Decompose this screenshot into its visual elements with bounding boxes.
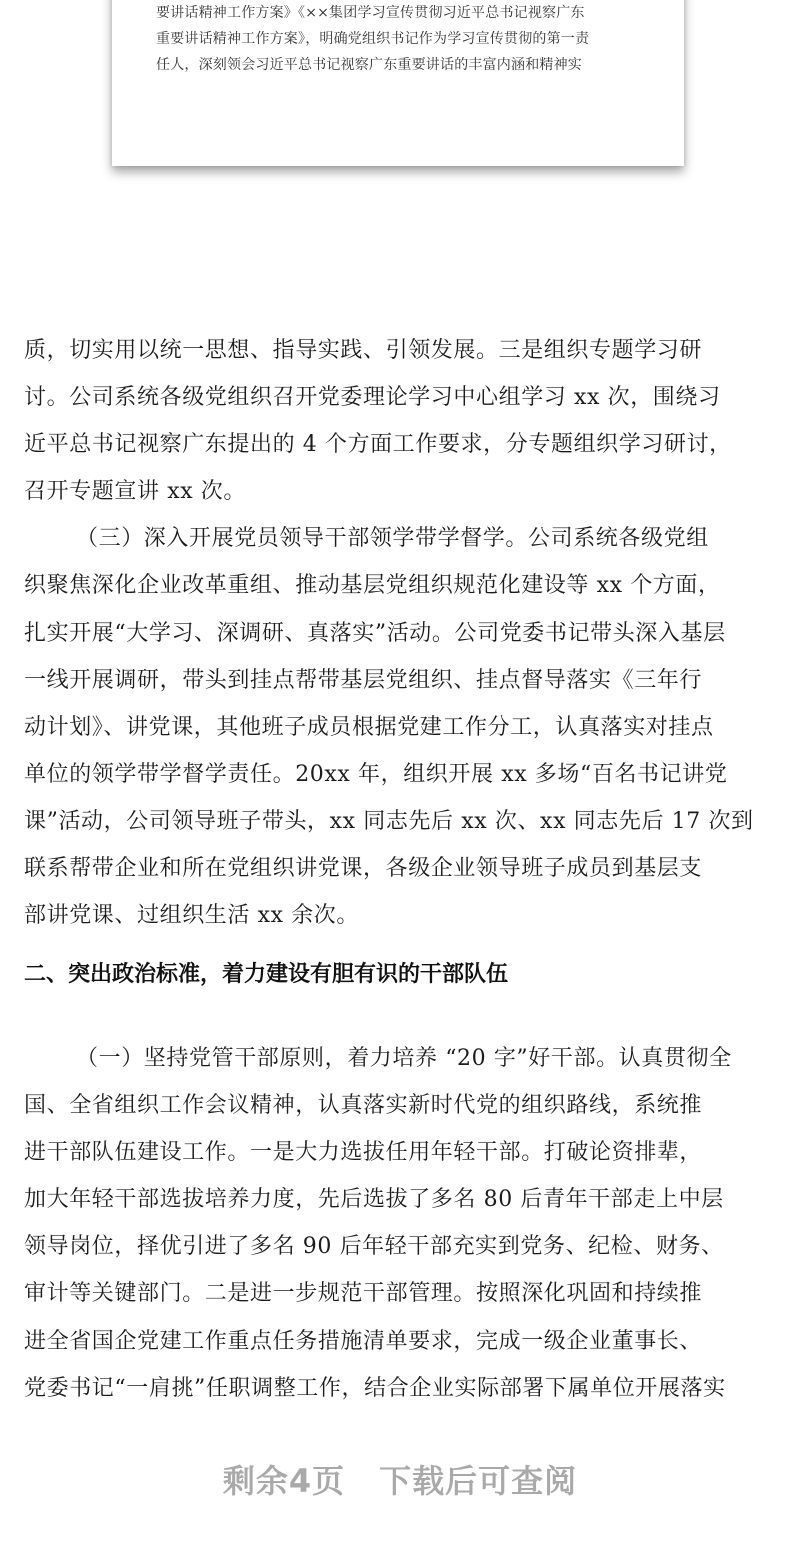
- paragraph-start-line: （三）深入开展党员领导干部领学带学督学。公司系统各级党组: [76, 526, 709, 552]
- section-heading: 二、突出政治标准，着力建设有胆有识的干部队伍: [24, 962, 509, 987]
- text-line: 国、全省组织工作会议精神，认真落实新时代党的组织路线，系统推: [24, 1093, 703, 1119]
- text-line: 织聚焦深化企业改革重组、推动基层党组织规范化建设等 xx 个方面，: [24, 573, 721, 599]
- text-line: 近平总书记视察广东提出的 4 个方面工作要求，分专题组织学习研讨，: [24, 432, 732, 458]
- text-line: 加大年轻干部选拔培养力度，先后选拔了多名 80 后青年干部走上中层: [24, 1187, 724, 1213]
- paragraph-start-line: （一）坚持党管干部原则，着力培养 “20 字”好干部。认真贯彻全: [76, 1046, 732, 1071]
- remaining-pages-label: 剩余4页: [222, 1462, 346, 1500]
- text-line: 进干部队伍建设工作。一是大力选拔任用年轻干部。打破论资排辈，: [24, 1140, 703, 1166]
- text-line: 联系帮带企业和所在党组织讲党课，各级企业领导班子成员到基层支: [24, 856, 703, 882]
- text-line: 进全省国企党建工作重点任务措施清单要求，完成一级企业董事长、: [24, 1328, 703, 1354]
- text-line: 质，切实用以统一思想、指导实践、引领发展。三是组织专题学习研: [24, 338, 703, 363]
- section-1-body: [24, 327, 778, 939]
- preview-line: 任人，深刻领会习近平总书记视察广东重要讲话的丰富内涵和精神实: [156, 57, 582, 73]
- download-prompt[interactable]: [0, 1456, 800, 1502]
- text-line: 党委书记“一肩挑”任职调整工作，结合企业实际部署下属单位开展落实: [24, 1375, 726, 1401]
- text-line: 召开专题宣讲 xx 次。: [24, 479, 247, 505]
- text-line: 课”活动，公司领导班子带头，xx 同志先后 xx 次、xx 同志先后 17 次到: [24, 808, 754, 834]
- text-line: 领导岗位，择优引进了多名 90 后年轻干部充实到党务、纪检、财务、: [24, 1234, 724, 1260]
- text-line: 一线开展调研，带头到挂点帮带基层党组织、挂点督导落实《三年行: [24, 667, 703, 693]
- text-line: 审计等关键部门。二是进一步规范干部管理。按照深化巩固和持续推: [24, 1281, 703, 1307]
- section-2-body: [24, 1035, 778, 1412]
- text-line: 单位的领学带学督学责任。20xx 年，组织开展 xx 多场“百名书记讲党: [24, 761, 728, 787]
- text-line: 讨。公司系统各级党组织召开党委理论学习中心组学习 xx 次，围绕习: [24, 385, 721, 411]
- download-to-view-label: 下载后可查阅: [379, 1462, 578, 1500]
- preview-line: 要讲话精神工作方案》《××集团学习宣传贯彻习近平总书记视察广东: [156, 5, 585, 21]
- preview-line: 重要讲话精神工作方案》，明确党组织书记作为学习宣传贯彻的第一责: [156, 31, 590, 47]
- text-line: 扎实开展“大学习、深调研、真落实”活动。公司党委书记带头深入基层: [24, 620, 726, 646]
- text-line: 动计划》、讲党课，其他班子成员根据党建工作分工，认真落实对挂点: [24, 714, 714, 740]
- text-line: 部讲党课、过组织生活 xx 余次。: [24, 903, 360, 929]
- preview-card: [112, 0, 684, 166]
